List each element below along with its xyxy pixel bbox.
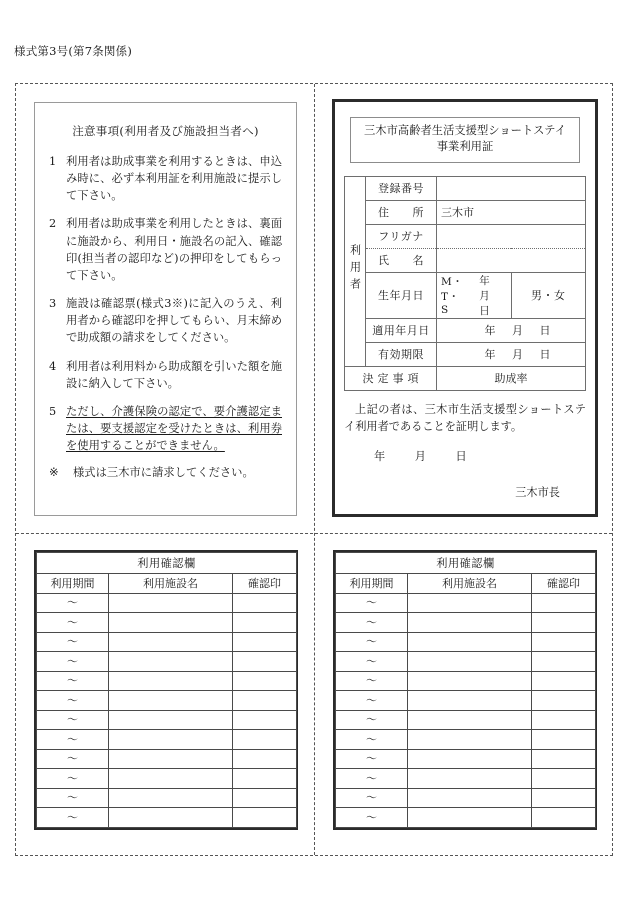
cell-seal[interactable]: [233, 632, 297, 652]
cell-period[interactable]: [37, 593, 109, 613]
birthdate-era-options[interactable]: M・T・S: [441, 276, 464, 317]
row-label-birthdate: 生年月日: [366, 272, 437, 318]
period-range-mark: 〜: [366, 693, 377, 707]
table-row: [336, 691, 596, 711]
table-row: [345, 176, 586, 200]
cell-seal[interactable]: [532, 749, 596, 769]
table-row: [336, 730, 596, 750]
table-row: [336, 788, 596, 808]
usage-log-table: [335, 552, 596, 828]
certificate-title-line2: 事業利用証: [436, 140, 494, 154]
notice-item-number: 1: [49, 155, 57, 168]
table-row: [345, 224, 586, 248]
cell-facility[interactable]: [408, 769, 532, 789]
apply-month-label: 月: [512, 324, 523, 338]
cell-period[interactable]: [336, 691, 408, 711]
period-range-mark: 〜: [67, 752, 78, 766]
apply-year-label: 年: [484, 324, 496, 338]
period-range-mark: 〜: [366, 674, 377, 688]
table-row: [336, 808, 596, 828]
usage-log-header-row: [37, 574, 297, 594]
notice-item: [49, 358, 282, 392]
cell-facility[interactable]: [408, 671, 532, 691]
notice-item-number: 5: [49, 404, 57, 418]
period-range-mark: 〜: [366, 810, 377, 824]
cell-period[interactable]: [37, 808, 109, 828]
cell-seal[interactable]: [532, 613, 596, 633]
column-header-period: 利用期間: [336, 574, 408, 594]
period-range-mark: 〜: [366, 771, 377, 785]
cell-facility[interactable]: [408, 691, 532, 711]
row-value-birthdate[interactable]: [437, 272, 512, 318]
table-row: [37, 652, 297, 672]
cell-seal[interactable]: [233, 691, 297, 711]
cell-facility[interactable]: [408, 808, 532, 828]
table-row: [37, 671, 297, 691]
sex-options[interactable]: 男・女: [511, 272, 586, 318]
expiry-day-label: 日: [539, 348, 551, 362]
period-range-mark: 〜: [67, 810, 78, 824]
quadrant-usage-log-left: [16, 533, 315, 857]
table-row: [37, 769, 297, 789]
table-row: [336, 652, 596, 672]
cell-period[interactable]: [37, 671, 109, 691]
table-row: [37, 710, 297, 730]
table-row: [345, 342, 586, 366]
cell-seal[interactable]: [532, 769, 596, 789]
cell-facility[interactable]: [109, 710, 233, 730]
notice-footnote-mark: ※: [49, 466, 59, 480]
cell-facility[interactable]: [109, 730, 233, 750]
certificate-issue-date[interactable]: [344, 448, 586, 465]
cell-period[interactable]: [37, 788, 109, 808]
table-row: [345, 248, 586, 272]
cell-period[interactable]: [37, 613, 109, 633]
row-label-registration-number: 登録番号: [366, 176, 437, 200]
cell-seal[interactable]: [532, 652, 596, 672]
cell-seal[interactable]: [532, 788, 596, 808]
cell-seal[interactable]: [233, 769, 297, 789]
cell-seal[interactable]: [233, 613, 297, 633]
period-range-mark: 〜: [366, 615, 377, 629]
cell-seal[interactable]: [532, 671, 596, 691]
period-range-mark: 〜: [67, 615, 78, 629]
cell-period[interactable]: [37, 749, 109, 769]
birthdate-month-label: 月: [479, 289, 490, 302]
table-row: [37, 632, 297, 652]
cell-facility[interactable]: [109, 769, 233, 789]
column-header-facility: 利用施設名: [408, 574, 532, 594]
user-vertical-label-text: 利用者: [348, 244, 362, 296]
cell-period[interactable]: [336, 593, 408, 613]
quadrant-usage-log-right: [315, 533, 614, 857]
notice-item-text: 利用者は利用料から助成額を引いた額を施設に納入して下さい。: [66, 359, 282, 390]
notice-item: [49, 403, 282, 454]
usage-log-card: [333, 550, 597, 830]
notice-item-text: 施設は確認票(様式3※)に記入のうえ、利用者から確認印を押してもらい、月末締めで助成額の請求をしてください。: [66, 297, 282, 345]
cell-seal[interactable]: [532, 632, 596, 652]
cell-period[interactable]: [37, 730, 109, 750]
cell-facility[interactable]: [109, 749, 233, 769]
row-value-address[interactable]: 三木市: [437, 200, 586, 224]
row-value-registration-number[interactable]: [437, 176, 586, 200]
cell-facility[interactable]: [109, 691, 233, 711]
table-row: [37, 613, 297, 633]
usage-log-body: [336, 593, 596, 827]
cell-facility[interactable]: [408, 632, 532, 652]
row-label-name: 氏 名: [366, 248, 437, 272]
cell-period[interactable]: [336, 632, 408, 652]
period-range-mark: 〜: [67, 674, 78, 688]
certificate-table: [344, 176, 586, 391]
cell-seal[interactable]: [532, 730, 596, 750]
period-range-mark: 〜: [67, 693, 78, 707]
table-row: [336, 632, 596, 652]
table-row: [336, 749, 596, 769]
cell-seal[interactable]: [233, 808, 297, 828]
period-range-mark: 〜: [366, 791, 377, 805]
row-value-name[interactable]: [437, 248, 586, 272]
period-range-mark: 〜: [366, 654, 377, 668]
certificate-signer: 三木市長: [515, 485, 560, 499]
cell-period[interactable]: [336, 808, 408, 828]
cell-facility[interactable]: [408, 788, 532, 808]
usage-log-caption: 利用確認欄: [37, 553, 297, 574]
cell-period[interactable]: [336, 730, 408, 750]
table-row: [37, 730, 297, 750]
certificate-card: [332, 99, 598, 517]
period-range-mark: 〜: [67, 654, 78, 668]
column-header-seal: 確認印: [233, 574, 297, 594]
notice-item: [49, 215, 282, 284]
notice-item: [49, 295, 282, 346]
cell-period[interactable]: [37, 632, 109, 652]
notice-item-text: 利用者は助成事業を利用したときは、裏面に施設から、利用日・施設名の記入、確認印(担当者の認印など)の押印をしてもらって下さい。: [66, 217, 282, 282]
cell-facility[interactable]: [109, 788, 233, 808]
expiry-month-label: 月: [512, 348, 523, 362]
row-label-address: 住 所: [366, 200, 437, 224]
period-range-mark: 〜: [67, 596, 78, 610]
cell-period[interactable]: [336, 788, 408, 808]
birthdate-day-label: 日: [479, 304, 490, 317]
table-row: [37, 593, 297, 613]
cell-period[interactable]: [336, 652, 408, 672]
row-value-expiry[interactable]: [437, 342, 586, 366]
row-value-decision[interactable]: 助成率: [437, 366, 586, 390]
period-range-mark: 〜: [366, 752, 377, 766]
table-row: [345, 200, 586, 224]
cell-period[interactable]: [37, 710, 109, 730]
cell-period[interactable]: [37, 769, 109, 789]
table-row: [37, 749, 297, 769]
table-row: [336, 710, 596, 730]
notice-item-text: ただし、介護保険の認定で、要介護認定または、要支援認定を受けたときは、利用券を使用することができません。: [66, 404, 282, 453]
cell-facility[interactable]: [408, 593, 532, 613]
period-range-mark: 〜: [366, 635, 377, 649]
row-label-apply-date: 適用年月日: [366, 318, 437, 342]
cell-period[interactable]: [336, 710, 408, 730]
notice-title: 注意事項(利用者及び施設担当者へ): [72, 124, 259, 138]
period-range-mark: 〜: [366, 732, 377, 746]
quadrant-notice: [16, 84, 315, 533]
row-value-furigana[interactable]: [437, 224, 586, 248]
certificate-title-line1: 三木市高齢者生活支援型ショートステイ: [364, 124, 566, 137]
cell-facility[interactable]: [408, 613, 532, 633]
table-row: [37, 788, 297, 808]
birthdate-year-label: 年: [479, 274, 490, 287]
cell-facility[interactable]: [408, 730, 532, 750]
cell-facility[interactable]: [109, 671, 233, 691]
cell-seal[interactable]: [532, 691, 596, 711]
period-range-mark: 〜: [67, 635, 78, 649]
cell-facility[interactable]: [109, 652, 233, 672]
cell-period[interactable]: [37, 652, 109, 672]
row-label-expiry: 有効期限: [366, 342, 437, 366]
period-range-mark: 〜: [366, 713, 377, 727]
cell-seal[interactable]: [532, 808, 596, 828]
cut-sheet-frame: [15, 83, 613, 856]
notice-footnote: [49, 465, 282, 482]
usage-log-caption: 利用確認欄: [336, 553, 596, 574]
usage-log-caption-row: [37, 553, 297, 574]
quadrant-certificate: [315, 84, 614, 533]
table-row: [345, 366, 586, 390]
cell-seal[interactable]: [532, 710, 596, 730]
cell-seal[interactable]: [532, 593, 596, 613]
apply-day-label: 日: [539, 324, 551, 338]
notice-card: [34, 102, 297, 516]
period-range-mark: 〜: [67, 771, 78, 785]
table-row: [336, 593, 596, 613]
issue-year-label: 年: [374, 450, 386, 464]
user-vertical-label: [345, 176, 366, 366]
issue-day-label: 日: [455, 450, 467, 464]
notice-item-text: 利用者は助成事業を利用するときは、申込み時に、必ず本利用証を利用施設に提示して下さい。: [66, 155, 282, 203]
usage-log-caption-row: [336, 553, 596, 574]
table-row: [345, 318, 586, 342]
cell-facility[interactable]: [408, 749, 532, 769]
period-range-mark: 〜: [67, 713, 78, 727]
table-row: [37, 691, 297, 711]
form-number: 様式第3号(第7条関係): [14, 44, 133, 58]
notice-footnote-text: 様式は三木市に請求してください。: [73, 466, 254, 480]
table-row: [336, 613, 596, 633]
cell-seal[interactable]: [233, 749, 297, 769]
cell-seal[interactable]: [233, 671, 297, 691]
cell-period[interactable]: [336, 769, 408, 789]
notice-item-number: 2: [49, 217, 57, 231]
period-range-mark: 〜: [366, 596, 377, 610]
table-row: [37, 808, 297, 828]
cell-period[interactable]: [336, 613, 408, 633]
cell-facility[interactable]: [109, 613, 233, 633]
notice-item: [49, 153, 282, 204]
period-range-mark: 〜: [67, 791, 78, 805]
notice-item-number: 4: [49, 359, 57, 373]
expiry-year-label: 年: [484, 348, 496, 362]
usage-log-table: [36, 552, 297, 828]
certificate-statement-text: 上記の者は、三木市生活支援型ショートステイ利用者であることを証明します。: [344, 402, 586, 434]
notice-item-number: 3: [49, 297, 57, 311]
usage-log-card: [34, 550, 298, 830]
certificate-title: [350, 117, 580, 163]
period-range-mark: 〜: [67, 732, 78, 746]
table-row: [336, 671, 596, 691]
row-value-apply-date[interactable]: [437, 318, 586, 342]
column-header-period: 利用期間: [37, 574, 109, 594]
cell-seal[interactable]: [233, 788, 297, 808]
column-header-facility: 利用施設名: [109, 574, 233, 594]
issue-month-label: 月: [414, 450, 426, 464]
cell-seal[interactable]: [233, 730, 297, 750]
cell-facility[interactable]: [109, 632, 233, 652]
cell-seal[interactable]: [233, 652, 297, 672]
column-header-seal: 確認印: [532, 574, 596, 594]
table-row: [345, 272, 586, 318]
cell-facility[interactable]: [408, 652, 532, 672]
usage-log-header-row: [336, 574, 596, 594]
cell-period[interactable]: [336, 671, 408, 691]
row-label-furigana: フリガナ: [366, 224, 437, 248]
cell-period[interactable]: [336, 749, 408, 769]
certificate-statement: [344, 401, 586, 501]
cell-seal[interactable]: [233, 593, 297, 613]
usage-log-body: [37, 593, 297, 827]
cell-facility[interactable]: [109, 593, 233, 613]
row-label-decision: 決定事項: [345, 366, 437, 390]
cell-period[interactable]: [37, 691, 109, 711]
table-row: [336, 769, 596, 789]
cell-facility[interactable]: [408, 710, 532, 730]
cell-facility[interactable]: [109, 808, 233, 828]
cell-seal[interactable]: [233, 710, 297, 730]
